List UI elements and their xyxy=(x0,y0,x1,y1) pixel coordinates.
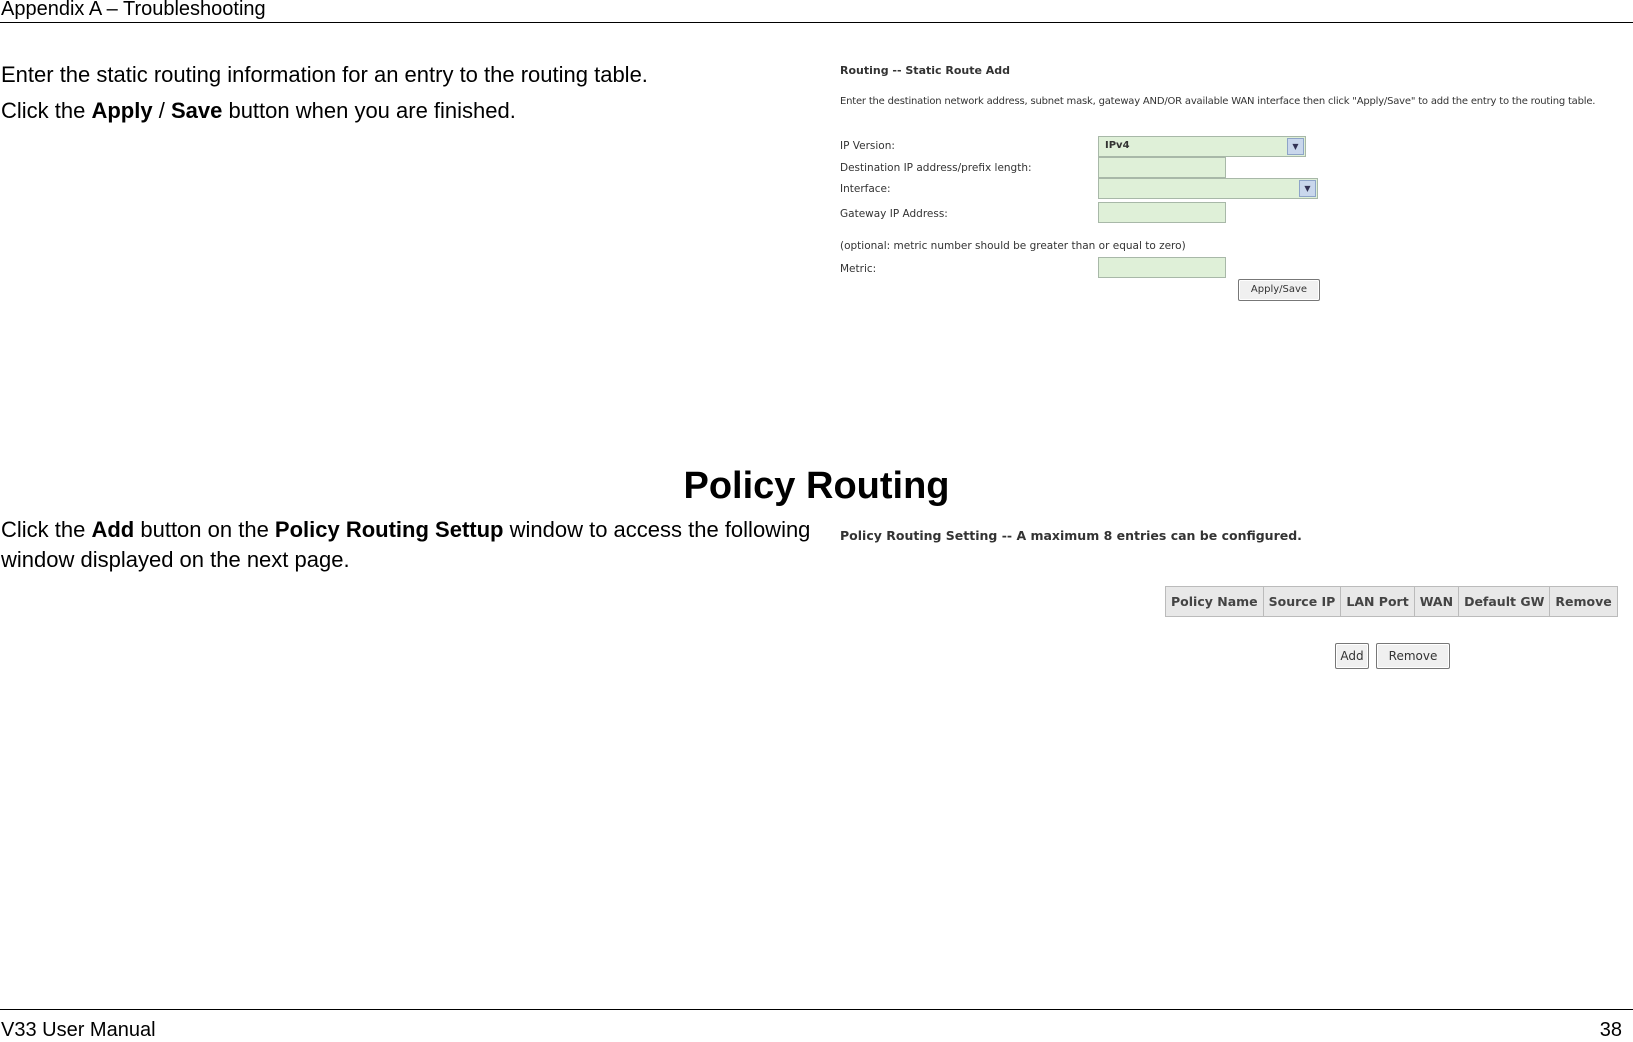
policy-routing-screenshot xyxy=(838,520,1628,680)
intro-suffix: button when you are finished. xyxy=(222,98,516,123)
chevron-down-icon: ▼ xyxy=(1299,180,1316,197)
page-number: 38 xyxy=(1599,1019,1622,1041)
ip-version-select[interactable] xyxy=(1098,136,1306,157)
footer-divider xyxy=(0,1009,1633,1010)
destination-label: Destination IP address/prefix length: xyxy=(840,162,1032,174)
intro-line-1: Enter the static routing information for an entry to the routing table. xyxy=(1,62,648,87)
ip-version-label: IP Version: xyxy=(840,140,895,152)
column-header: LAN Port xyxy=(1341,587,1414,617)
policy-paragraph xyxy=(1,515,811,575)
interface-label: Interface: xyxy=(840,183,891,195)
policy-suffix: window to access the following window displayed on the next page. xyxy=(1,517,811,572)
ip-version-value: IPv4 xyxy=(1105,140,1130,151)
add-word: Add xyxy=(91,517,135,542)
intro-line-2 xyxy=(1,98,516,124)
static-route-screenshot xyxy=(838,60,1628,310)
metric-label: Metric: xyxy=(840,263,877,275)
apply-word: Apply xyxy=(91,98,153,123)
policy-routing-title: Policy Routing Setting -- A maximum 8 entries can be configured. xyxy=(840,528,1302,543)
policy-setup-word: Policy Routing Settup xyxy=(274,517,504,542)
apply-save-button[interactable]: Apply/Save xyxy=(1238,279,1320,301)
intro-prefix: Click the xyxy=(1,98,92,123)
gateway-ip-field[interactable] xyxy=(1098,202,1226,223)
column-header: Default GW xyxy=(1459,587,1550,617)
policy-prefix: Click the xyxy=(1,517,92,542)
column-header: Policy Name xyxy=(1166,587,1264,617)
intro-sep: / xyxy=(152,98,171,123)
column-header: Source IP xyxy=(1263,587,1341,617)
static-route-description: Enter the destination network address, subnet mask, gateway AND/OR available WAN interface then click "Apply/Save" to add the entry to the routing table. xyxy=(840,96,1596,107)
policy-mid: button on the xyxy=(134,517,275,542)
optional-note: (optional: metric number should be greater than or equal to zero) xyxy=(840,240,1186,252)
interface-select[interactable] xyxy=(1098,178,1318,199)
destination-ip-field[interactable] xyxy=(1098,157,1226,178)
footer-manual-name: V33 User Manual xyxy=(1,1019,156,1041)
column-header: WAN xyxy=(1414,587,1458,617)
remove-button[interactable]: Remove xyxy=(1376,643,1450,669)
gateway-label: Gateway IP Address: xyxy=(840,208,948,220)
metric-field[interactable] xyxy=(1098,257,1226,278)
policy-table xyxy=(1165,586,1618,617)
save-word: Save xyxy=(170,98,223,123)
page-header xyxy=(0,0,1633,23)
header-title: Appendix A – Troubleshooting xyxy=(1,0,266,20)
static-route-title: Routing -- Static Route Add xyxy=(840,64,1011,77)
column-header: Remove xyxy=(1550,587,1617,617)
table-header-row xyxy=(1166,587,1618,617)
add-button[interactable]: Add xyxy=(1335,643,1369,669)
chevron-down-icon: ▼ xyxy=(1287,138,1304,155)
section-title: Policy Routing xyxy=(683,465,950,507)
